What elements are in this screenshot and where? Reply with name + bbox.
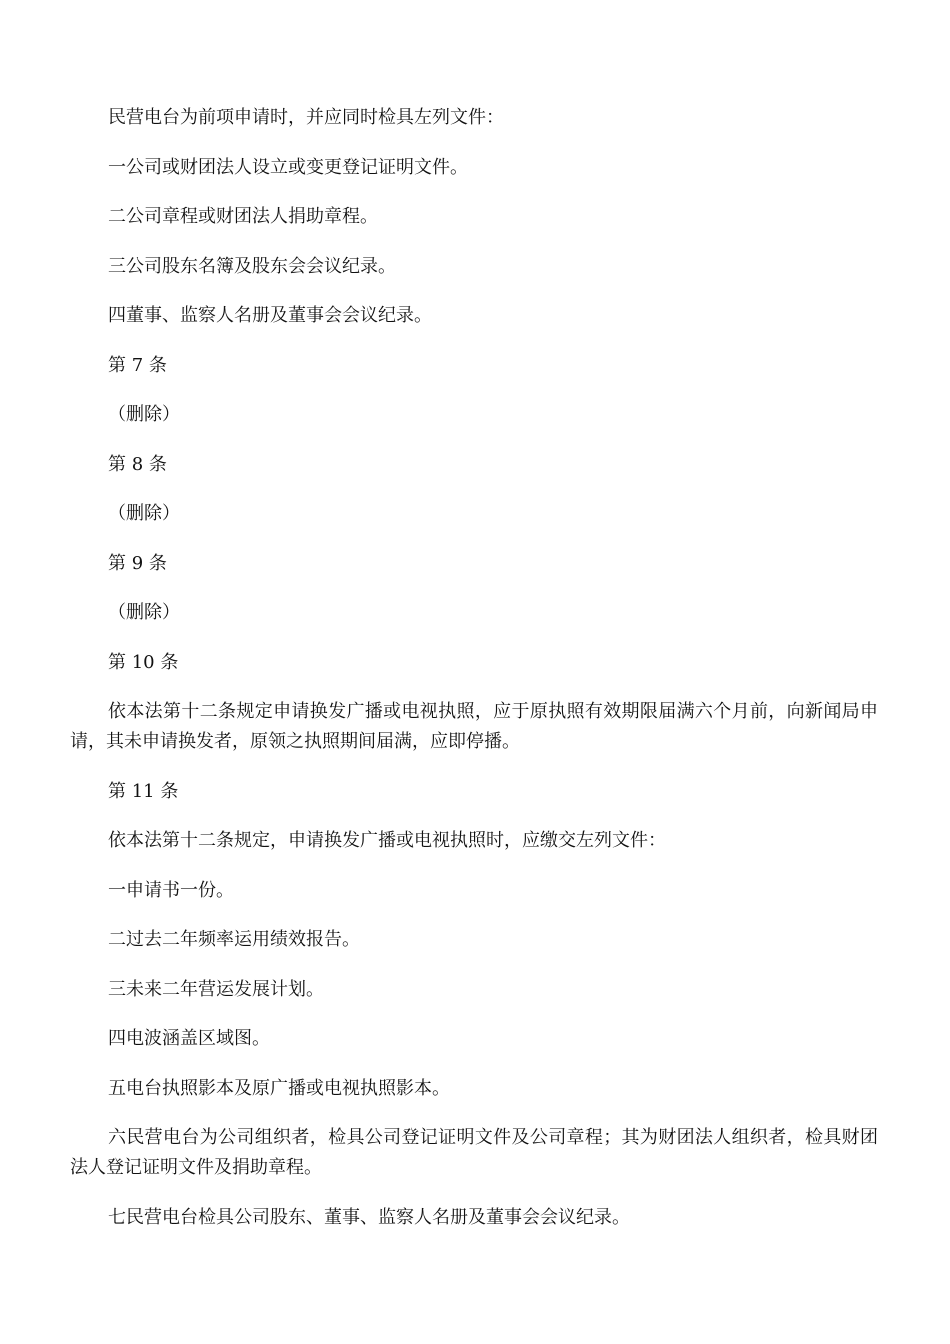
document-page	[70, 103, 878, 1252]
article-11-item-3: 三未来二年营运发展计划。	[108, 978, 324, 1000]
article-heading-7: 第 7 条	[108, 354, 167, 376]
paragraph-item-1: 一公司或财团法人设立或变更登记证明文件。	[108, 156, 468, 178]
article-7-deleted-note: （删除）	[108, 404, 180, 425]
article-10-body: 依本法第十二条规定申请换发广播或电视执照，应于原执照有效期限届满六个月前，向新闻局申请，其未申请换发者，原领之执照期间届满，应即停播。	[70, 701, 878, 752]
paragraph-item-4: 四董事、监察人名册及董事会会议纪录。	[108, 305, 432, 326]
article-heading-10: 第 10 条	[108, 651, 179, 673]
paragraph-application-documents-intro: 民营电台为前项申请时，并应同时检具左列文件：	[108, 107, 504, 128]
article-11-item-6: 六民营电台为公司组织者，检具公司登记证明文件及公司章程；其为财团法人组织者，检具财团法人登记证明文件及捐助章程。	[70, 1127, 878, 1178]
paragraph-item-2: 二公司章程或财团法人捐助章程。	[108, 206, 378, 227]
article-9-deleted-note: （删除）	[108, 602, 180, 623]
article-11-intro: 依本法第十二条规定，申请换发广播或电视执照时，应缴交左列文件：	[108, 830, 666, 851]
article-heading-9: 第 9 条	[108, 552, 167, 574]
article-11-item-4: 四电波涵盖区域图。	[108, 1028, 270, 1049]
article-11-item-7: 七民营电台检具公司股东、董事、监察人名册及董事会会议纪录。	[108, 1206, 630, 1228]
paragraph-item-3: 三公司股东名簿及股东会会议纪录。	[108, 255, 396, 277]
article-11-item-1: 一申请书一份。	[108, 879, 234, 901]
article-11-item-5: 五电台执照影本及原广播或电视执照影本。	[108, 1077, 450, 1099]
article-8-deleted-note: （删除）	[108, 503, 180, 524]
article-11-item-2: 二过去二年频率运用绩效报告。	[108, 929, 360, 950]
article-heading-11: 第 11 条	[108, 780, 179, 802]
article-heading-8: 第 8 条	[108, 453, 167, 475]
